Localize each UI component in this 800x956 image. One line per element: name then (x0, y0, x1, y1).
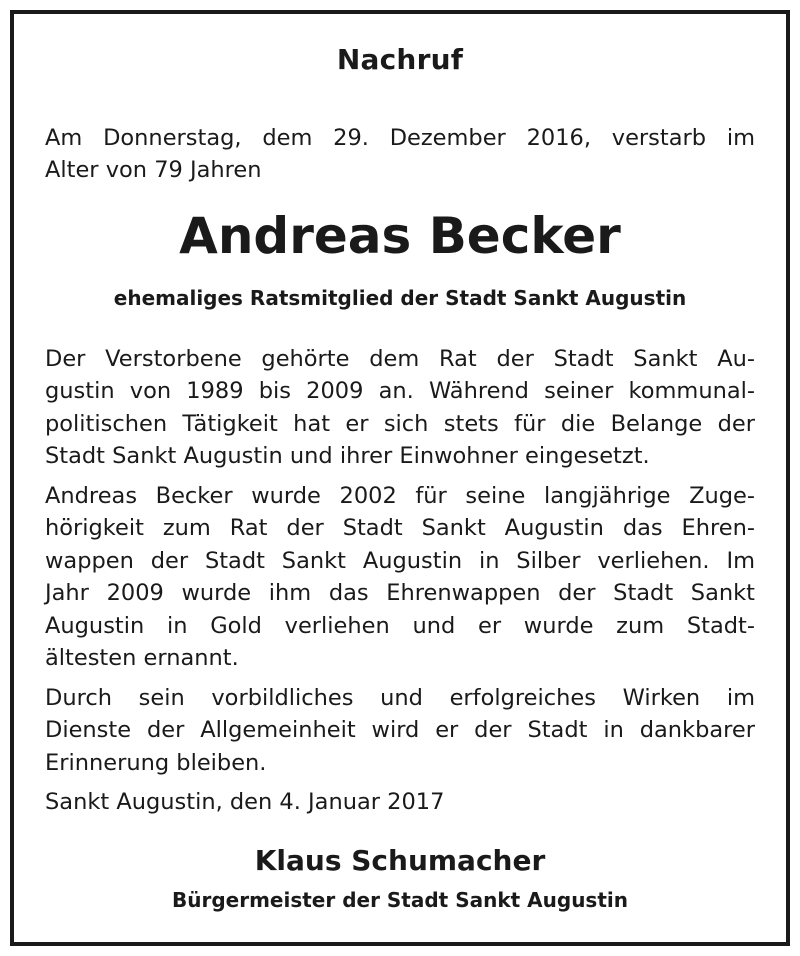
paragraph-line: Durch sein vorbildliches und erfolgreiches Wirken im (45, 685, 755, 711)
deceased-office: ehemaliges Ratsmitglied der Stadt Sankt Augustin (113, 286, 687, 310)
paragraph-line: politischen Tätigkeit hat er sich stets für die Belange der (45, 410, 755, 437)
paragraph-line: wappen der Stadt Sankt Augustin in Silber verliehen. Im (45, 547, 755, 574)
paragraph-line: Andreas Becker wurde 2002 für seine langjährige Zuge- (45, 483, 755, 509)
intro-text (45, 122, 755, 186)
paragraph-line: Jahr 2009 wurde ihm das Ehrenwappen der Stadt Sankt (45, 580, 755, 607)
paragraph-line: Stadt Sankt Augustin und ihrer Einwohner eingesetzt. (45, 443, 650, 470)
signer-title: Bürgermeister der Stadt Sankt Augustin (171, 888, 628, 912)
paragraph-line: Erinnerung bleiben. (45, 749, 267, 776)
paragraph-line: Dienste der Allgemeinheit wird er der Stadt in dankbarer (45, 717, 755, 744)
intro-line-1: Am Donnerstag, dem 29. Dezember 2016, verstarb im (45, 125, 755, 151)
paragraph-line: Der Verstorbene gehörte dem Rat der Stadt Sankt Au- (45, 346, 755, 372)
paragraph-line: ältesten ernannt. (45, 645, 239, 672)
place-and-date: Sankt Augustin, den 4. Januar 2017 (45, 789, 445, 815)
signer-name: Klaus Schumacher (254, 844, 546, 877)
paragraph-line: gustin von 1989 bis 2009 an. Während seiner kommunal- (45, 378, 755, 405)
intro-line-2: Alter von 79 Jahren (45, 157, 262, 183)
notice-heading: Nachruf (336, 43, 464, 76)
paragraph-honors (45, 480, 755, 674)
paragraph-line: Augustin in Gold verliehen und er wurde zum Stadt- (45, 612, 755, 639)
paragraph-line: hörigkeit zum Rat der Stadt Sankt Augustin das Ehren- (45, 515, 755, 542)
paragraph-remembrance (45, 682, 755, 779)
paragraph-council-membership (45, 343, 755, 473)
deceased-name: Andreas Becker (179, 207, 621, 265)
